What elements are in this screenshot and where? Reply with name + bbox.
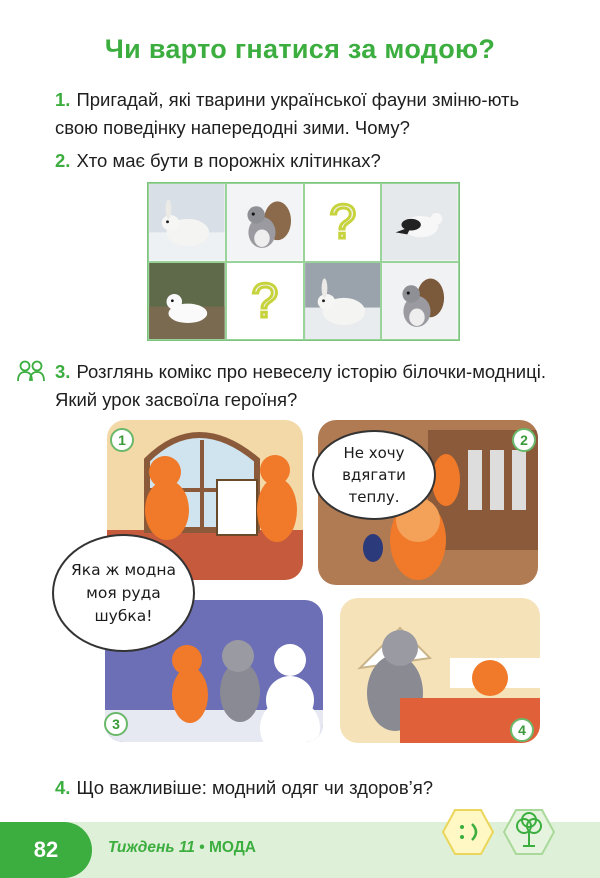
empty-cell — [304, 183, 382, 262]
task-number: 4. — [55, 777, 71, 798]
separator: • — [199, 839, 205, 856]
ptarmigan-photo — [381, 183, 459, 262]
task-text: Пригадай, які тварини української фауни зміню-ють свою поведінку напередодні зими. Чому? — [55, 89, 520, 138]
bubble-line: Не хочу — [343, 444, 405, 462]
task-3 — [55, 358, 560, 414]
page-title: Чи варто гнатися за модою? — [104, 34, 496, 64]
task-1 — [55, 86, 560, 142]
panel-number-badge: 2 — [512, 428, 536, 452]
topic-label: МОДА — [209, 839, 256, 856]
bubble-line: теплу. — [348, 488, 400, 506]
ermine-photo — [148, 262, 226, 341]
panel-number-badge: 1 — [110, 428, 134, 452]
task-text: Розглянь комікс про невеселу історію білочки-модниці. Який урок засвоїла героїня? — [55, 361, 546, 410]
footer-caption — [108, 839, 256, 857]
empty-cell — [226, 262, 304, 341]
bubble-line: моя руда — [86, 583, 161, 602]
page-number: 82 — [0, 822, 92, 878]
hare-photo — [148, 183, 226, 262]
week-label: Тиждень 11 — [108, 839, 195, 856]
task-2 — [55, 147, 560, 175]
tree-icon — [503, 806, 555, 858]
comic-panel-4 — [340, 598, 540, 743]
task-number: 1. — [55, 89, 71, 110]
task-4 — [55, 774, 560, 802]
smile-face-icon — [442, 806, 494, 858]
panel-number-badge: 4 — [510, 718, 534, 742]
squirrel-photo — [381, 262, 459, 341]
task-number: 3. — [55, 361, 71, 382]
question-mark-icon: ? — [328, 195, 356, 250]
task-text: Що важливіше: модний одяг чи здоров’я? — [76, 777, 434, 798]
bubble-line: Яка ж модна — [71, 560, 176, 579]
speech-bubble — [52, 534, 195, 652]
hare-photo — [304, 262, 382, 341]
speech-bubble — [312, 430, 436, 520]
task-number: 2. — [55, 150, 71, 171]
animal-grid — [147, 182, 460, 341]
bubble-line: вдягати — [342, 466, 406, 484]
bubble-line: шубка! — [94, 606, 153, 625]
pair-work-icon — [16, 360, 46, 382]
question-mark-icon: ? — [251, 273, 279, 328]
task-text: Хто має бути в порожніх клітинках? — [76, 150, 381, 171]
squirrel-photo — [226, 183, 304, 262]
panel-number-badge: 3 — [104, 712, 128, 736]
